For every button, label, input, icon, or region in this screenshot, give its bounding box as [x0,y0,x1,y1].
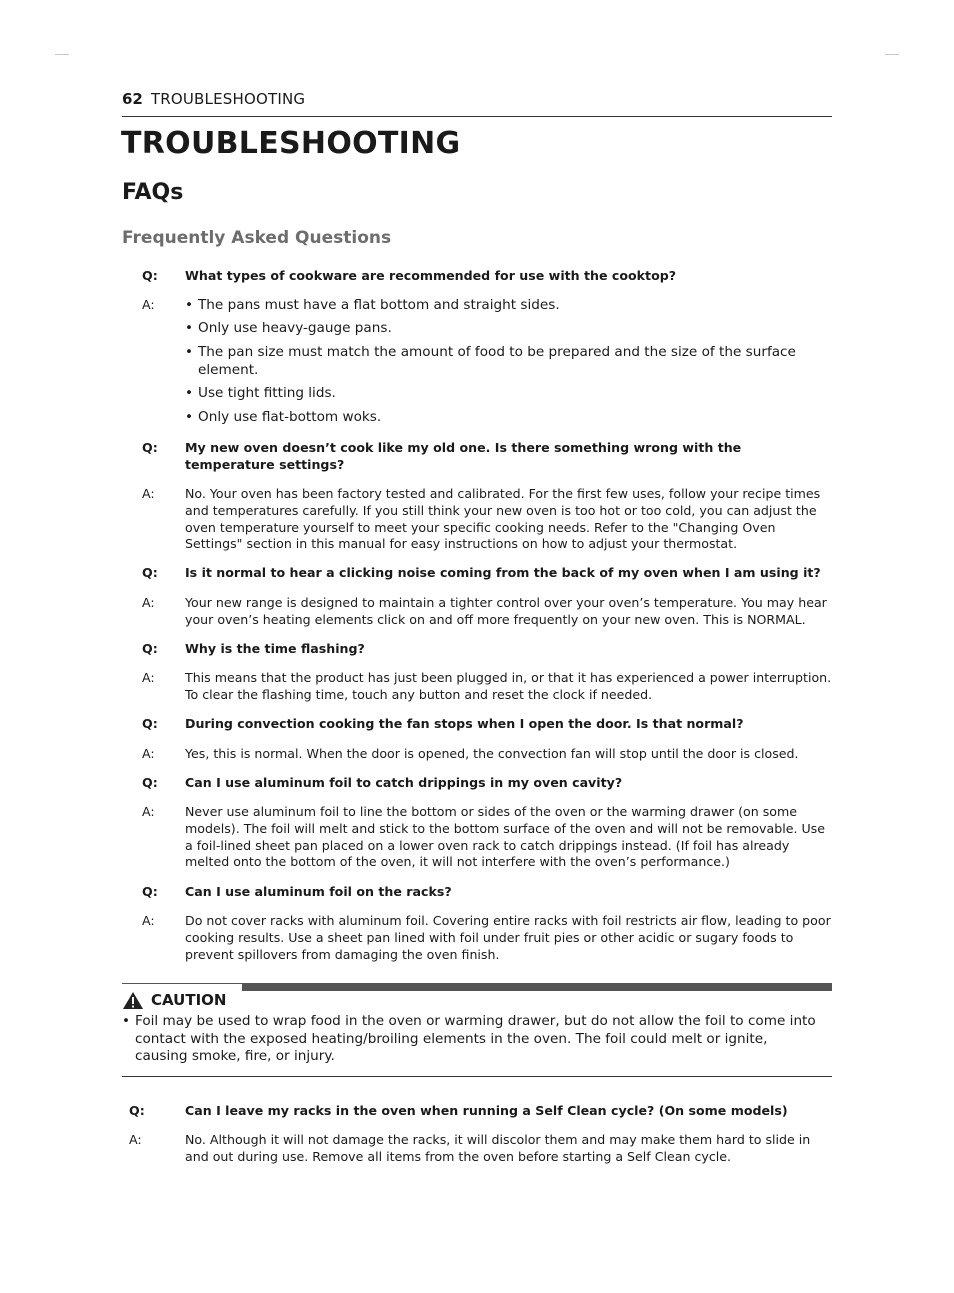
subsection-title: Frequently Asked Questions [122,228,392,248]
a-label: A: [142,913,155,928]
faq-answer [129,1132,832,1166]
caution-bottom-rule [122,1076,832,1077]
faq-answer [142,595,832,629]
question-text: Can I leave my racks in the oven when running a Self Clean cycle? (On some models) [185,1103,788,1118]
answer-text: Your new range is designed to maintain a tighter control over your oven’s temperature. You may hear your oven’s heating elements click on and off more frequently on your new oven. This is NORMAL. [185,595,827,627]
question-text: Can I use aluminum foil on the racks? [185,884,452,899]
list-item: • Only use flat-bottom woks. [185,408,825,426]
faq-question [142,641,832,658]
list-item: • The pan size must match the amount of food to be prepared and the size of the surface element. [185,343,825,384]
crop-mark-left [55,54,69,55]
q-label: Q: [142,775,158,790]
answer-text: This means that the product has just been plugged in, or that it has experienced a power interruption. To clear the flashing time, touch any button and reset the clock if needed. [185,670,832,702]
header-section: TROUBLESHOOTING [150,90,306,108]
question-text: Why is the time flashing? [185,641,365,656]
a-label: A: [142,486,155,501]
caution-heading [122,989,226,1011]
page-number: 62 [122,90,143,108]
caution-top-rule [122,983,832,992]
caution-label: CAUTION [151,991,227,1009]
answer-text: Yes, this is normal. When the door is opened, the convection fan will stop until the door is closed. [185,746,799,761]
a-label: A: [142,804,155,819]
cookware-list [185,296,825,426]
faq-question [129,1103,832,1120]
section-title: FAQs [122,180,184,205]
faq-question [142,716,832,733]
q-label: Q: [142,641,158,656]
q-label: Q: [142,268,158,283]
q-label: Q: [129,1103,145,1118]
caution-rule-thin [122,983,242,984]
faq-answer [142,746,832,763]
question-text: What types of cookware are recommended for use with the cooktop? [185,268,677,283]
q-label: Q: [142,565,158,580]
crop-mark-right [885,54,899,55]
faq-question [142,440,832,474]
answer-text: No. Although it will not damage the racks, it will discolor them and may make them hard to slide in and out during use. Remove all items from the oven before starting a Self Clean cycle. [185,1132,811,1164]
a-label: A: [142,595,155,610]
question-text: During convection cooking the fan stops when I open the door. Is that normal? [185,716,744,731]
page-title: TROUBLESHOOTING [121,126,461,161]
a-label: A: [142,746,155,761]
answer-text: Do not cover racks with aluminum foil. Covering entire racks with foil restricts air flow, leading to poor cooking results. Use a sheet pan lined with foil under fruit pies or other acidic or sugary foods to prevent spillovers from damaging the oven finish. [185,913,831,962]
faq-question [142,565,832,582]
faq-question [142,775,832,792]
q-label: Q: [142,716,158,731]
faq-answer [142,670,832,704]
answer-text: No. Your oven has been factory tested and calibrated. For the first few uses, follow your recipe times and temperatures carefully. If you still think your new oven is too hot or too cold, you can adjust the oven temperature yourself to meet your specific cooking needs. Refer to the "Changing Oven Settings" section in this manual for easy instructions on how to adjust your thermostat. [185,486,821,552]
caution-rule-thick [242,983,832,991]
list-item: • Only use heavy-gauge pans. [185,319,825,343]
list-item: • The pans must have a flat bottom and straight sides. [185,296,825,319]
q-label: Q: [142,884,158,899]
faq-answer [142,804,832,871]
list-item: • Use tight fitting lids. [185,384,825,408]
a-label: A: [129,1132,142,1147]
faq-answer [142,913,832,963]
a-label: A: [142,670,155,685]
warning-triangle-icon [122,991,144,1010]
caution-text: Foil may be used to wrap food in the oven or warming drawer, but do not allow the foil to come into contact with the exposed heating/broiling elements in the oven. The foil could melt or ignite, causing smoke, fire, or injury. [135,1013,816,1065]
faq-question [142,268,832,285]
answer-text: Never use aluminum foil to line the bottom or sides of the oven or the warming drawer (on some models). The foil will melt and stick to the bottom surface of the oven and will not be removable. Use a foil-lined sheet pan placed on a lower oven rack to catch drippings instead. (If foil has already melted onto the bottom of the oven, it will not interfere with the oven’s performance.) [185,804,825,870]
running-header [122,89,832,117]
faq-answer [142,486,832,553]
a-label: A: [142,297,155,312]
question-text: My new oven doesn’t cook like my old one. Is there something wrong with the temperature settings? [185,440,742,472]
caution-body [122,1013,822,1066]
q-label: Q: [142,440,158,455]
bullet: • [122,1013,131,1029]
question-text: Can I use aluminum foil to catch drippings in my oven cavity? [185,775,623,790]
faq-question [142,884,832,901]
question-text: Is it normal to hear a clicking noise coming from the back of my oven when I am using it? [185,565,821,580]
